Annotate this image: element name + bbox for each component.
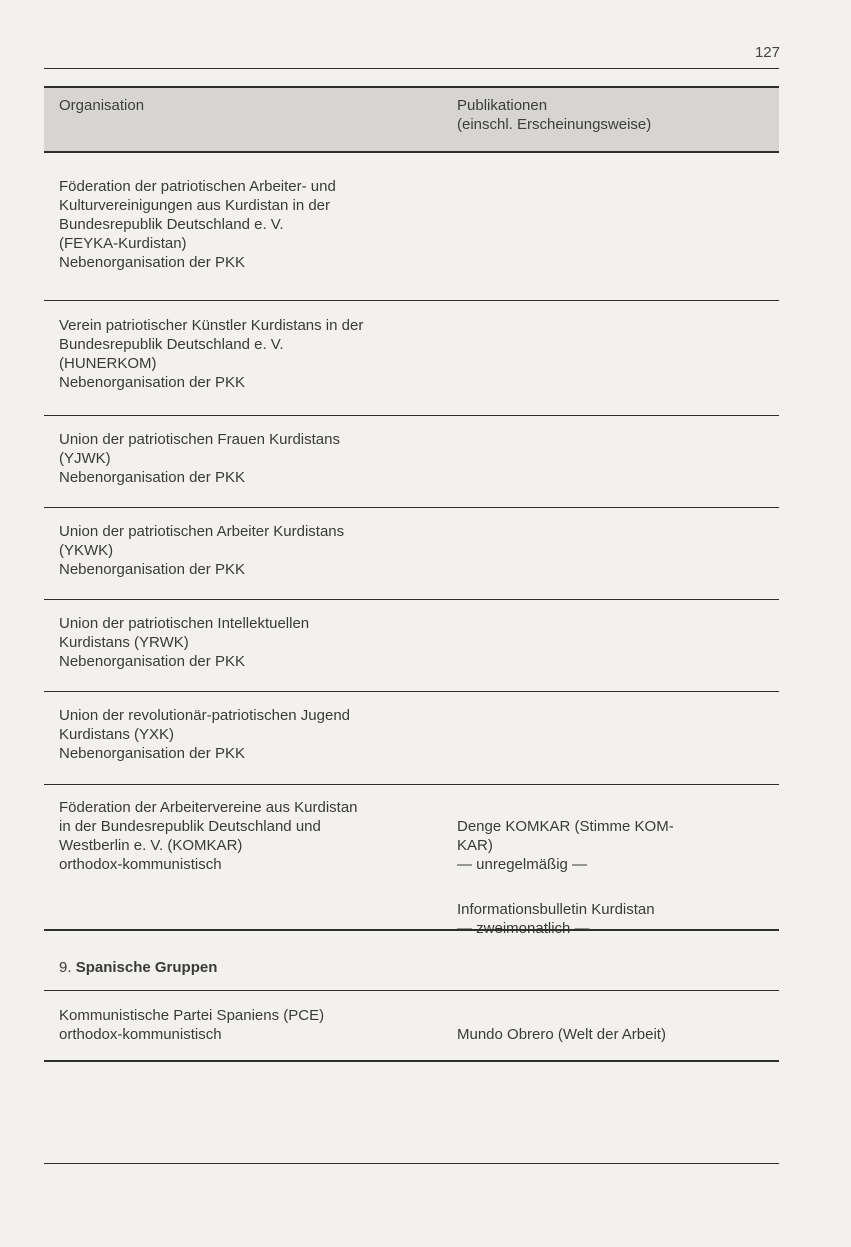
section-divider [44,990,779,991]
table-bottom-rule [44,1060,779,1062]
organisation-cell: Föderation der patriotischen Arbeiter- und Kulturvereinigungen aus Kurdistan in der Bundesrepublik Deutschland e. V. (FEYKA-Kurdistan) Nebenorganisation der PKK [59,178,336,271]
page-number: 127 [754,44,780,61]
organisation-cell: Union der revolutionär-patriotischen Jugend Kurdistans (YXK) Nebenorganisation der PKK [59,707,351,762]
publication-item: Denge KOMKAR (Stimme KOM- KAR) — unregelmäßig — [457,818,674,873]
section-number: 9. [59,959,72,976]
top-rule [44,68,779,69]
row-divider [44,415,779,416]
row-divider [44,599,779,600]
row-divider [44,784,779,785]
row-divider [44,691,779,692]
organisation-cell: Union der patriotischen Arbeiter Kurdistans (YKWK) Nebenorganisation der PKK [59,523,345,578]
section-title: Spanische Gruppen [75,959,218,976]
publication-item: Mundo Obrero (Welt der Arbeit) [457,1026,666,1043]
header-publications: Publikationen (einschl. Erscheinungsweise) [457,97,652,133]
organisation-cell: Union der patriotischen Intellektuellen Kurdistans (YRWK) Nebenorganisation der PKK [59,615,310,670]
organisation-cell: Kommunistische Partei Spaniens (PCE) orthodox-kommunistisch [59,1007,325,1043]
section-top-rule [44,929,779,931]
footer-rule [44,1163,779,1164]
header-bottom-rule [44,151,779,153]
header-organisation: Organisation [59,97,145,114]
publications-cell [457,798,777,964]
organisation-cell: Föderation der Arbeitervereine aus Kurdistan in der Bundesrepublik Deutschland und Westberlin e. V. (KOMKAR) orthodox-kommunistisch [59,799,358,873]
organisation-cell: Union der patriotischen Frauen Kurdistans (YJWK) Nebenorganisation der PKK [59,431,340,486]
organisation-cell: Verein patriotischer Künstler Kurdistans in der Bundesrepublik Deutschland e. V. (HUNERKOM) Nebenorganisation der PKK [59,317,364,391]
publication-item: Informationsbulletin Kurdistan [457,901,655,918]
section-heading [59,958,217,977]
row-divider [44,507,779,508]
row-divider [44,300,779,301]
